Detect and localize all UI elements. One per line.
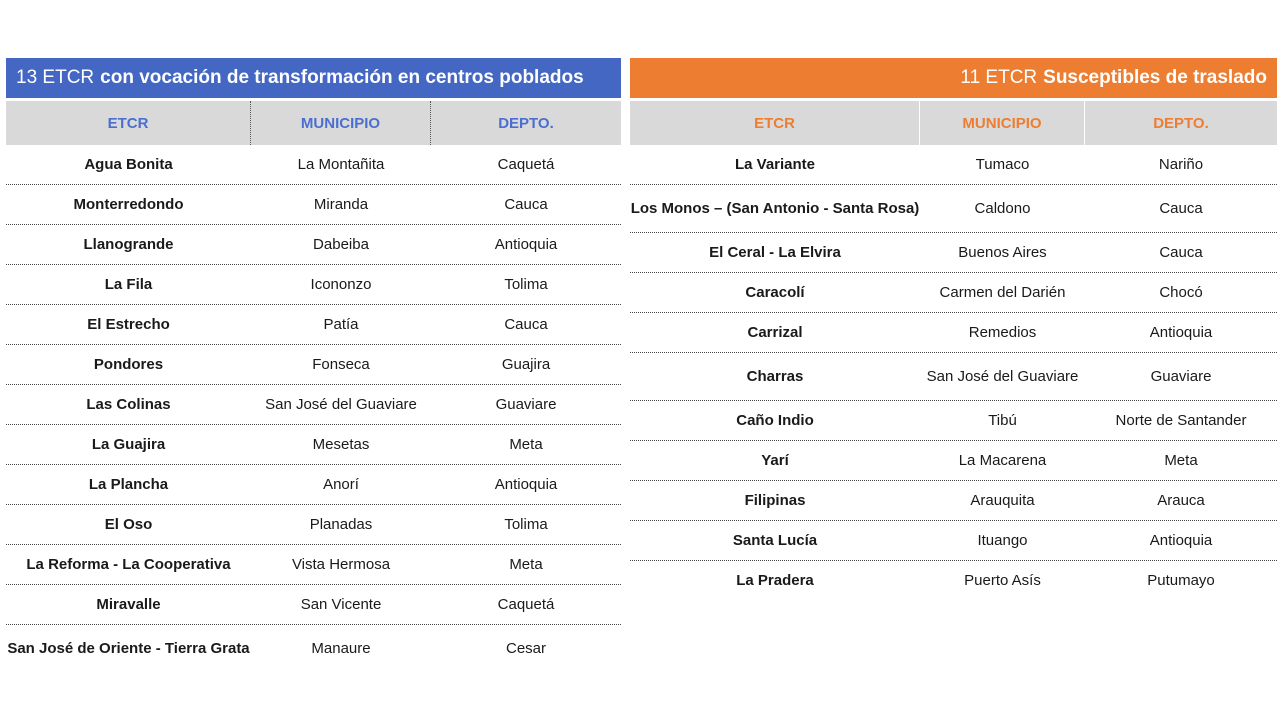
depto-cell: Guajira xyxy=(501,355,551,373)
municipio-cell: Manaure xyxy=(311,640,371,657)
etcr-cell: El Oso xyxy=(104,515,153,533)
depto-cell: Putumayo xyxy=(1147,572,1215,589)
municipio-cell: Puerto Asís xyxy=(964,572,1041,589)
municipio-cell: Planadas xyxy=(309,515,373,533)
depto-cell: Meta xyxy=(509,555,543,573)
municipio-cell: Caldono xyxy=(974,199,1031,217)
etcr-cell: Charras xyxy=(746,367,804,385)
municipio-cell: San José del Guaviare xyxy=(926,367,1079,385)
depto-cell: Cauca xyxy=(1159,199,1203,217)
table-row xyxy=(630,313,1277,353)
etcr-cell: Carrizal xyxy=(747,323,803,341)
table-row xyxy=(6,385,621,425)
depto-cell: Tolima xyxy=(504,275,548,293)
etcr-cell: La Fila xyxy=(104,275,153,293)
municipio-cell: La Macarena xyxy=(958,451,1047,469)
municipio-cell: Miranda xyxy=(313,195,369,213)
depto-cell: Meta xyxy=(509,435,543,453)
municipio-cell: Vista Hermosa xyxy=(291,555,391,573)
table-row xyxy=(630,561,1277,601)
depto-cell: Cauca xyxy=(504,315,548,333)
table-row xyxy=(630,441,1277,481)
municipio-cell: Arauquita xyxy=(970,491,1035,509)
etcr-cell: Caño Indio xyxy=(736,411,814,429)
depto-cell: Meta xyxy=(1164,451,1198,469)
etcr-cell: La Pradera xyxy=(736,572,814,589)
etcr-cell: Monterredondo xyxy=(73,195,184,213)
etcr-cell: La Reforma - La Cooperativa xyxy=(26,555,231,573)
table-row xyxy=(630,273,1277,313)
right-header-depto: DEPTO. xyxy=(1153,114,1209,132)
municipio-cell: La Montañita xyxy=(297,155,385,173)
depto-cell: Cauca xyxy=(504,195,548,213)
depto-cell: Antioquia xyxy=(1149,531,1213,549)
right-table-panel xyxy=(630,58,1277,601)
right-table-count: 11 ETCR xyxy=(960,67,1038,88)
left-table-banner xyxy=(6,58,621,98)
etcr-cell: Yarí xyxy=(761,451,789,469)
table-row xyxy=(630,481,1277,521)
left-table-title: con vocación de transformación en centros poblados xyxy=(100,67,584,88)
depto-cell: Guaviare xyxy=(1150,367,1212,385)
etcr-cell: Los Monos – (San Antonio - Santa Rosa) xyxy=(630,199,920,217)
table-row xyxy=(630,185,1277,233)
table-row xyxy=(6,185,621,225)
municipio-cell: Buenos Aires xyxy=(958,243,1047,261)
etcr-cell: El Ceral - La Elvira xyxy=(709,243,841,261)
depto-cell: Nariño xyxy=(1158,155,1204,173)
table-row xyxy=(6,585,621,625)
depto-cell: Caquetá xyxy=(497,595,555,613)
etcr-cell: Santa Lucía xyxy=(732,531,818,549)
right-table-banner xyxy=(630,58,1277,98)
table-row xyxy=(6,545,621,585)
depto-cell: Cauca xyxy=(1159,243,1203,261)
depto-cell: Cesar xyxy=(505,640,546,657)
depto-cell: Antioquia xyxy=(494,475,558,493)
depto-cell: Antioquia xyxy=(494,235,558,253)
left-table-count: 13 ETCR xyxy=(16,67,95,88)
left-header-depto: DEPTO. xyxy=(498,114,554,132)
etcr-cell: Caracolí xyxy=(745,283,805,301)
municipio-cell: Mesetas xyxy=(312,435,370,453)
municipio-cell: San José del Guaviare xyxy=(265,395,417,413)
depto-cell: Chocó xyxy=(1159,283,1203,301)
etcr-cell: El Estrecho xyxy=(87,315,170,333)
etcr-cell: Llanogrande xyxy=(83,235,174,253)
table-row xyxy=(630,521,1277,561)
table-row xyxy=(6,145,621,185)
table-row xyxy=(6,425,621,465)
municipio-cell: Patía xyxy=(323,315,359,333)
municipio-cell: Carmen del Darién xyxy=(939,283,1066,301)
table-row xyxy=(6,625,621,673)
depto-cell: Norte de Santander xyxy=(1115,411,1247,429)
table-row xyxy=(6,345,621,385)
right-table-body xyxy=(630,145,1277,601)
table-row xyxy=(6,265,621,305)
municipio-cell: Tumaco xyxy=(975,155,1030,173)
municipio-cell: Remedios xyxy=(968,323,1037,341)
depto-cell: Tolima xyxy=(504,515,548,533)
table-row xyxy=(6,225,621,265)
right-header-etcr: ETCR xyxy=(630,101,920,145)
left-table-body xyxy=(6,145,621,673)
table-row xyxy=(6,305,621,345)
etcr-cell: La Variante xyxy=(734,155,816,173)
municipio-cell: Fonseca xyxy=(312,355,370,373)
depto-cell: Caquetá xyxy=(497,155,555,173)
left-header-etcr: ETCR xyxy=(6,101,251,145)
municipio-cell: Anorí xyxy=(323,475,359,493)
municipio-cell: Ituango xyxy=(977,531,1028,549)
depto-cell: Antioquia xyxy=(1149,323,1213,341)
table-row xyxy=(6,505,621,545)
depto-cell: Arauca xyxy=(1157,491,1205,509)
municipio-cell: Tibú xyxy=(988,411,1017,429)
left-header-municipio: MUNICIPIO xyxy=(251,101,431,145)
table-row xyxy=(630,401,1277,441)
left-table-header xyxy=(6,101,621,145)
etcr-cell: Pondores xyxy=(93,355,164,373)
depto-cell: Guaviare xyxy=(495,395,557,413)
etcr-cell: Las Colinas xyxy=(86,395,171,413)
municipio-cell: Icononzo xyxy=(310,275,372,293)
table-row xyxy=(630,353,1277,401)
etcr-cell: La Plancha xyxy=(88,475,169,493)
right-table-title: Susceptibles de traslado xyxy=(1043,67,1267,88)
table-row xyxy=(630,145,1277,185)
etcr-cell: Filipinas xyxy=(744,491,806,509)
municipio-cell: Dabeiba xyxy=(313,235,369,253)
etcr-cell: Agua Bonita xyxy=(84,155,173,173)
right-table-header xyxy=(630,101,1277,145)
etcr-cell: Miravalle xyxy=(96,595,161,613)
table-row xyxy=(6,465,621,505)
left-table-panel xyxy=(6,58,621,673)
etcr-cell: San José de Oriente - Tierra Grata xyxy=(7,640,250,657)
table-row xyxy=(630,233,1277,273)
etcr-cell: La Guajira xyxy=(91,435,166,453)
municipio-cell: San Vicente xyxy=(300,595,382,613)
right-header-municipio: MUNICIPIO xyxy=(920,101,1085,145)
